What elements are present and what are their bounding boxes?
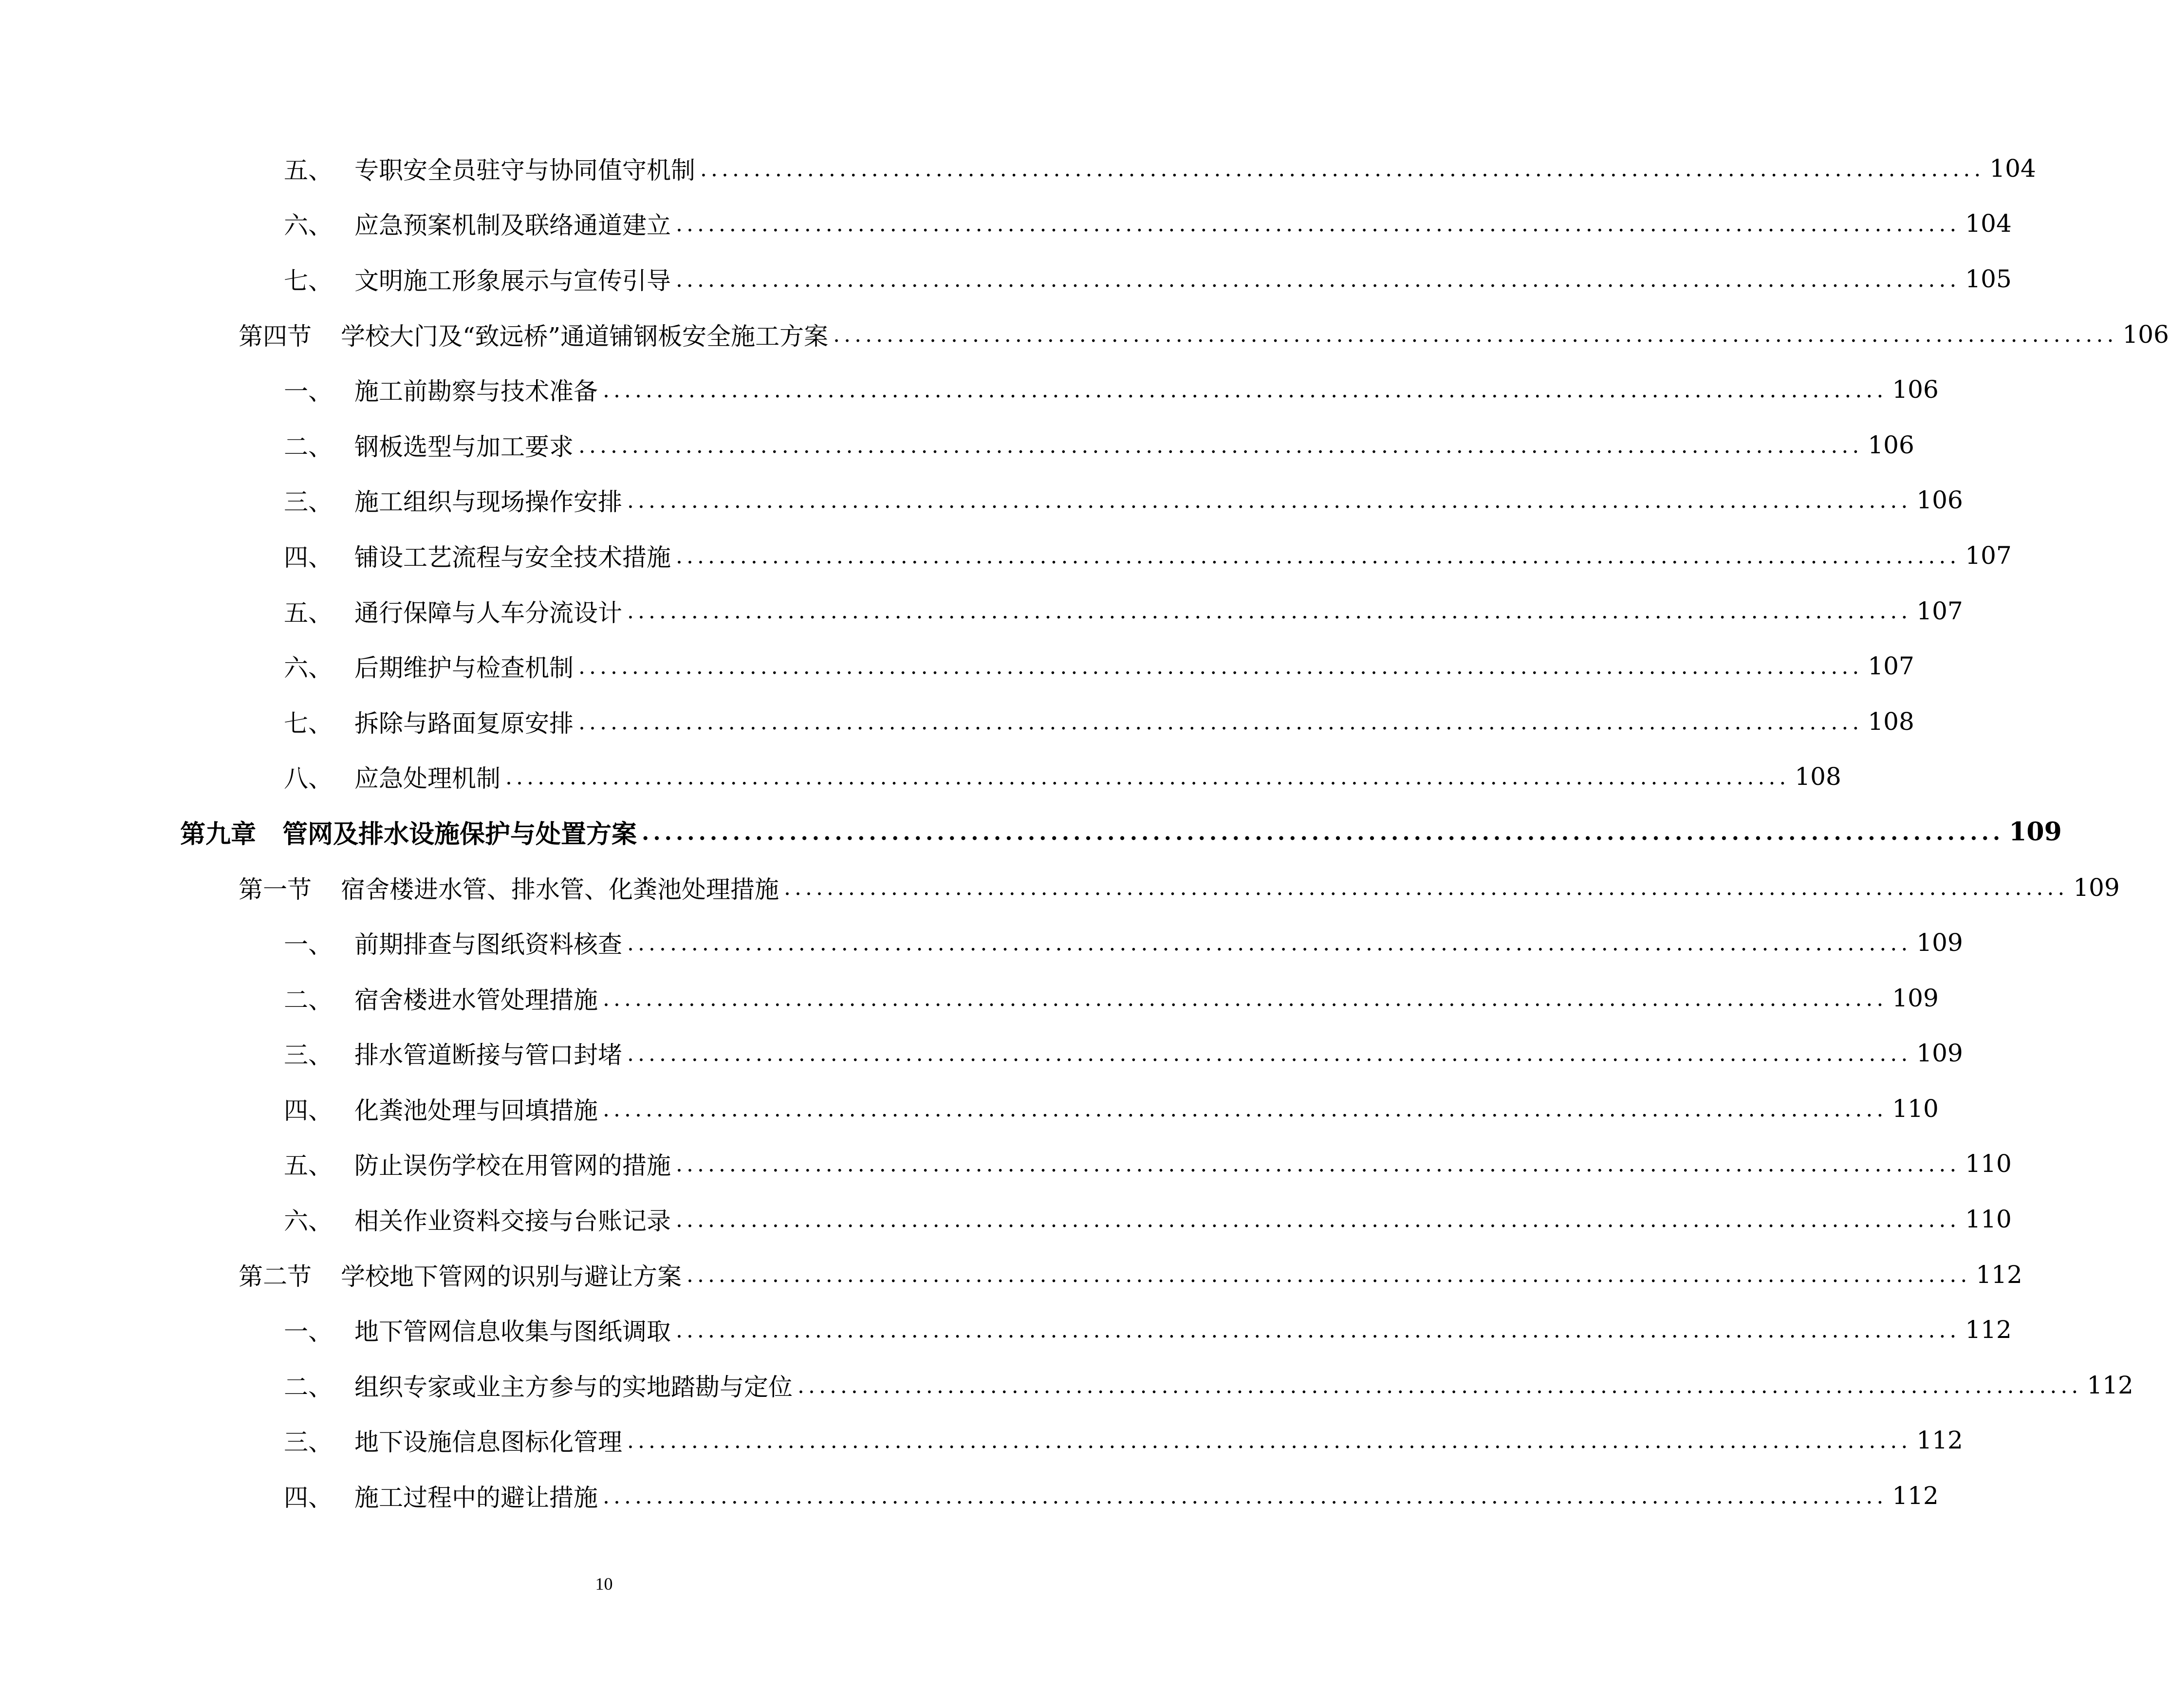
toc-entry-number: 三、 <box>284 488 333 517</box>
toc-entry-title: 前期排查与图纸资料核查 <box>354 930 622 959</box>
toc-entry-item[interactable] <box>0 1413 1963 1468</box>
toc-entry-title: 拆除与路面复原安排 <box>354 709 574 738</box>
toc-dot-leader: ........................................................................................................................ <box>676 1152 1961 1177</box>
toc-dot-leader: ........................................................................................................................ <box>627 488 1912 514</box>
toc-entry-title: 学校地下管网的识别与避让方案 <box>341 1262 682 1291</box>
toc-entry-page: 104 <box>1989 154 2036 183</box>
toc-entry-page: 107 <box>1868 652 1914 681</box>
toc-entry-item[interactable] <box>0 970 1939 1026</box>
toc-entry-page: 109 <box>1916 1039 1963 1068</box>
toc-entry-page: 105 <box>1965 264 2012 293</box>
toc-dot-leader: ........................................................................................................................ <box>627 1041 1912 1067</box>
toc-entry-item[interactable] <box>0 749 1841 805</box>
toc-entry-number: 四、 <box>284 1096 333 1125</box>
toc-dot-leader: ........................................................................................................................ <box>833 322 2118 348</box>
toc-dot-leader: ........................................................................................................................ <box>686 1262 1971 1288</box>
toc-entry-item[interactable] <box>0 915 1963 970</box>
toc-entry-title: 应急预案机制及联络通道建立 <box>354 211 671 240</box>
toc-dot-leader: ........................................................................................................................ <box>676 1207 1961 1232</box>
toc-entry-item[interactable] <box>0 1191 2012 1247</box>
toc-entry-title: 宿舍楼进水管、排水管、化粪池处理措施 <box>341 875 779 904</box>
toc-entry-item[interactable] <box>0 1026 1963 1081</box>
toc-entry-page: 107 <box>1965 541 2012 570</box>
toc-entry-title: 组织专家或业主方参与的实地踏勘与定位 <box>354 1373 793 1401</box>
toc-entry-page: 110 <box>1965 1150 2012 1178</box>
toc-entry-number: 三、 <box>284 1041 333 1070</box>
toc-entry-number: 五、 <box>284 598 333 627</box>
toc-dot-leader: ........................................................................................................................ <box>700 156 1985 182</box>
toc-entry-title: 化粪池处理与回填措施 <box>354 1096 598 1125</box>
toc-entry-number: 第四节 <box>239 322 312 351</box>
toc-entry-title: 地下设施信息图标化管理 <box>354 1428 622 1457</box>
toc-entry-number: 三、 <box>284 1428 333 1457</box>
toc-entry-page: 112 <box>1976 1260 2022 1289</box>
toc-entry-section[interactable] <box>0 860 2120 915</box>
toc-entry-title: 铺设工艺流程与安全技术措施 <box>354 543 671 572</box>
toc-entry-page: 106 <box>1868 430 1914 459</box>
toc-entry-title: 宿舍楼进水管处理措施 <box>354 985 598 1014</box>
toc-entry-item[interactable] <box>0 1468 1939 1523</box>
toc-entry-page: 109 <box>1892 984 1939 1012</box>
toc-entry-number: 一、 <box>284 377 333 406</box>
toc-entry-chapter[interactable] <box>0 804 2062 860</box>
toc-entry-number: 七、 <box>284 266 333 295</box>
toc-entry-page: 104 <box>1965 209 2012 238</box>
toc-entry-title: 地下管网信息收集与图纸调取 <box>354 1318 671 1346</box>
toc-dot-leader: ........................................................................................................................ <box>784 875 2069 901</box>
toc-entry-item[interactable] <box>0 638 1914 694</box>
toc-entry-number: 一、 <box>284 930 333 959</box>
toc-entry-page: 112 <box>1892 1482 1939 1510</box>
toc-entry-item[interactable] <box>0 362 1939 417</box>
toc-entry-page: 109 <box>1916 928 1963 957</box>
toc-dot-leader: ........................................................................................................................ <box>627 1429 1912 1454</box>
toc-entry-title: 钢板选型与加工要求 <box>354 432 574 461</box>
toc-entry-page: 109 <box>2009 817 2062 847</box>
toc-entry-section[interactable] <box>0 1247 2022 1302</box>
toc-entry-title: 应急处理机制 <box>354 764 501 793</box>
toc-entry-title: 施工前勘察与技术准备 <box>354 377 598 406</box>
toc-dot-leader: ........................................................................................................................ <box>676 212 1961 237</box>
table-of-contents <box>0 141 2169 1523</box>
page-number: 10 <box>595 1574 613 1594</box>
toc-dot-leader: ........................................................................................................................ <box>627 599 1912 624</box>
toc-dot-leader: ........................................................................................................................ <box>627 930 1912 956</box>
toc-entry-item[interactable] <box>0 473 1963 528</box>
toc-entry-number: 一、 <box>284 1318 333 1346</box>
toc-dot-leader: ........................................................................................................................ <box>676 1318 1961 1343</box>
toc-entry-page: 106 <box>2122 320 2169 349</box>
toc-dot-leader: ........................................................................................................................ <box>676 543 1961 569</box>
toc-entry-number: 四、 <box>284 543 333 572</box>
toc-entry-item[interactable] <box>0 196 2012 252</box>
toc-entry-page: 109 <box>2073 873 2120 902</box>
toc-entry-title: 文明施工形象展示与宣传引导 <box>354 266 671 295</box>
toc-dot-leader: ........................................................................................................................ <box>578 433 1863 458</box>
toc-entry-number: 二、 <box>284 1373 333 1401</box>
toc-entry-title: 防止误伤学校在用管网的措施 <box>354 1151 671 1180</box>
toc-entry-page: 112 <box>2087 1371 2133 1399</box>
toc-entry-number: 六、 <box>284 1207 333 1236</box>
toc-entry-item[interactable] <box>0 141 2036 196</box>
toc-entry-title: 施工组织与现场操作安排 <box>354 488 622 517</box>
toc-dot-leader: ........................................................................................................................ <box>603 1096 1888 1122</box>
toc-entry-number: 二、 <box>284 432 333 461</box>
toc-dot-leader: ........................................................................................................................ <box>603 986 1888 1011</box>
toc-entry-number: 第九章 <box>180 819 257 850</box>
toc-entry-number: 七、 <box>284 709 333 738</box>
toc-dot-leader: ........................................................................................................................ <box>603 1484 1888 1509</box>
toc-entry-title: 专职安全员驻守与协同值守机制 <box>354 156 695 185</box>
toc-entry-number: 八、 <box>284 764 333 793</box>
toc-entry-title: 后期维护与检查机制 <box>354 654 574 683</box>
toc-entry-item[interactable] <box>0 694 1914 749</box>
toc-entry-number: 第二节 <box>239 1262 312 1291</box>
toc-entry-page: 106 <box>1916 486 1963 515</box>
toc-entry-section[interactable] <box>0 307 2169 362</box>
toc-entry-title: 排水管道断接与管口封堵 <box>354 1041 622 1070</box>
toc-dot-leader: ........................................................................................................................ <box>603 377 1888 403</box>
toc-entry-item[interactable] <box>0 583 1963 639</box>
toc-dot-leader: ........................................................................................................................ <box>676 267 1961 292</box>
toc-entry-page: 110 <box>1965 1205 2012 1234</box>
toc-dot-leader: ........................................................................................................................ <box>578 654 1863 679</box>
toc-entry-page: 106 <box>1892 375 1939 404</box>
toc-entry-number: 二、 <box>284 985 333 1014</box>
toc-dot-leader: ........................................................................................................................ <box>578 709 1863 735</box>
toc-entry-item[interactable] <box>0 1136 2012 1192</box>
toc-entry-page: 110 <box>1892 1094 1939 1123</box>
toc-entry-item[interactable] <box>0 251 2012 307</box>
toc-entry-number: 六、 <box>284 211 333 240</box>
toc-dot-leader: ........................................................................................................................ <box>797 1373 2082 1398</box>
toc-entry-item[interactable] <box>0 1357 2133 1413</box>
toc-entry-page: 107 <box>1916 596 1963 625</box>
toc-entry-title: 施工过程中的避让措施 <box>354 1484 598 1512</box>
toc-entry-page: 108 <box>1795 762 1841 791</box>
toc-entry-number: 四、 <box>284 1484 333 1512</box>
toc-entry-number: 五、 <box>284 156 333 185</box>
toc-entry-item[interactable] <box>0 1302 2012 1357</box>
toc-dot-leader: ........................................................................................................................ <box>642 820 2004 845</box>
toc-entry-item[interactable] <box>0 528 2012 583</box>
toc-entry-title: 相关作业资料交接与台账记录 <box>354 1207 671 1236</box>
toc-entry-title: 通行保障与人车分流设计 <box>354 598 622 627</box>
toc-entry-number: 第一节 <box>239 875 312 904</box>
toc-entry-page: 112 <box>1916 1426 1963 1455</box>
toc-entry-number: 六、 <box>284 654 333 683</box>
toc-entry-title: 学校大门及“致远桥”通道铺钢板安全施工方案 <box>341 322 829 351</box>
toc-entry-page: 108 <box>1868 707 1914 736</box>
toc-entry-page: 112 <box>1965 1316 2012 1344</box>
toc-dot-leader: ........................................................................................................................ <box>505 765 1790 790</box>
toc-entry-number: 五、 <box>284 1151 333 1180</box>
toc-entry-item[interactable] <box>0 1081 1939 1136</box>
toc-entry-item[interactable] <box>0 417 1914 473</box>
toc-entry-title: 管网及排水设施保护与处置方案 <box>282 819 637 850</box>
